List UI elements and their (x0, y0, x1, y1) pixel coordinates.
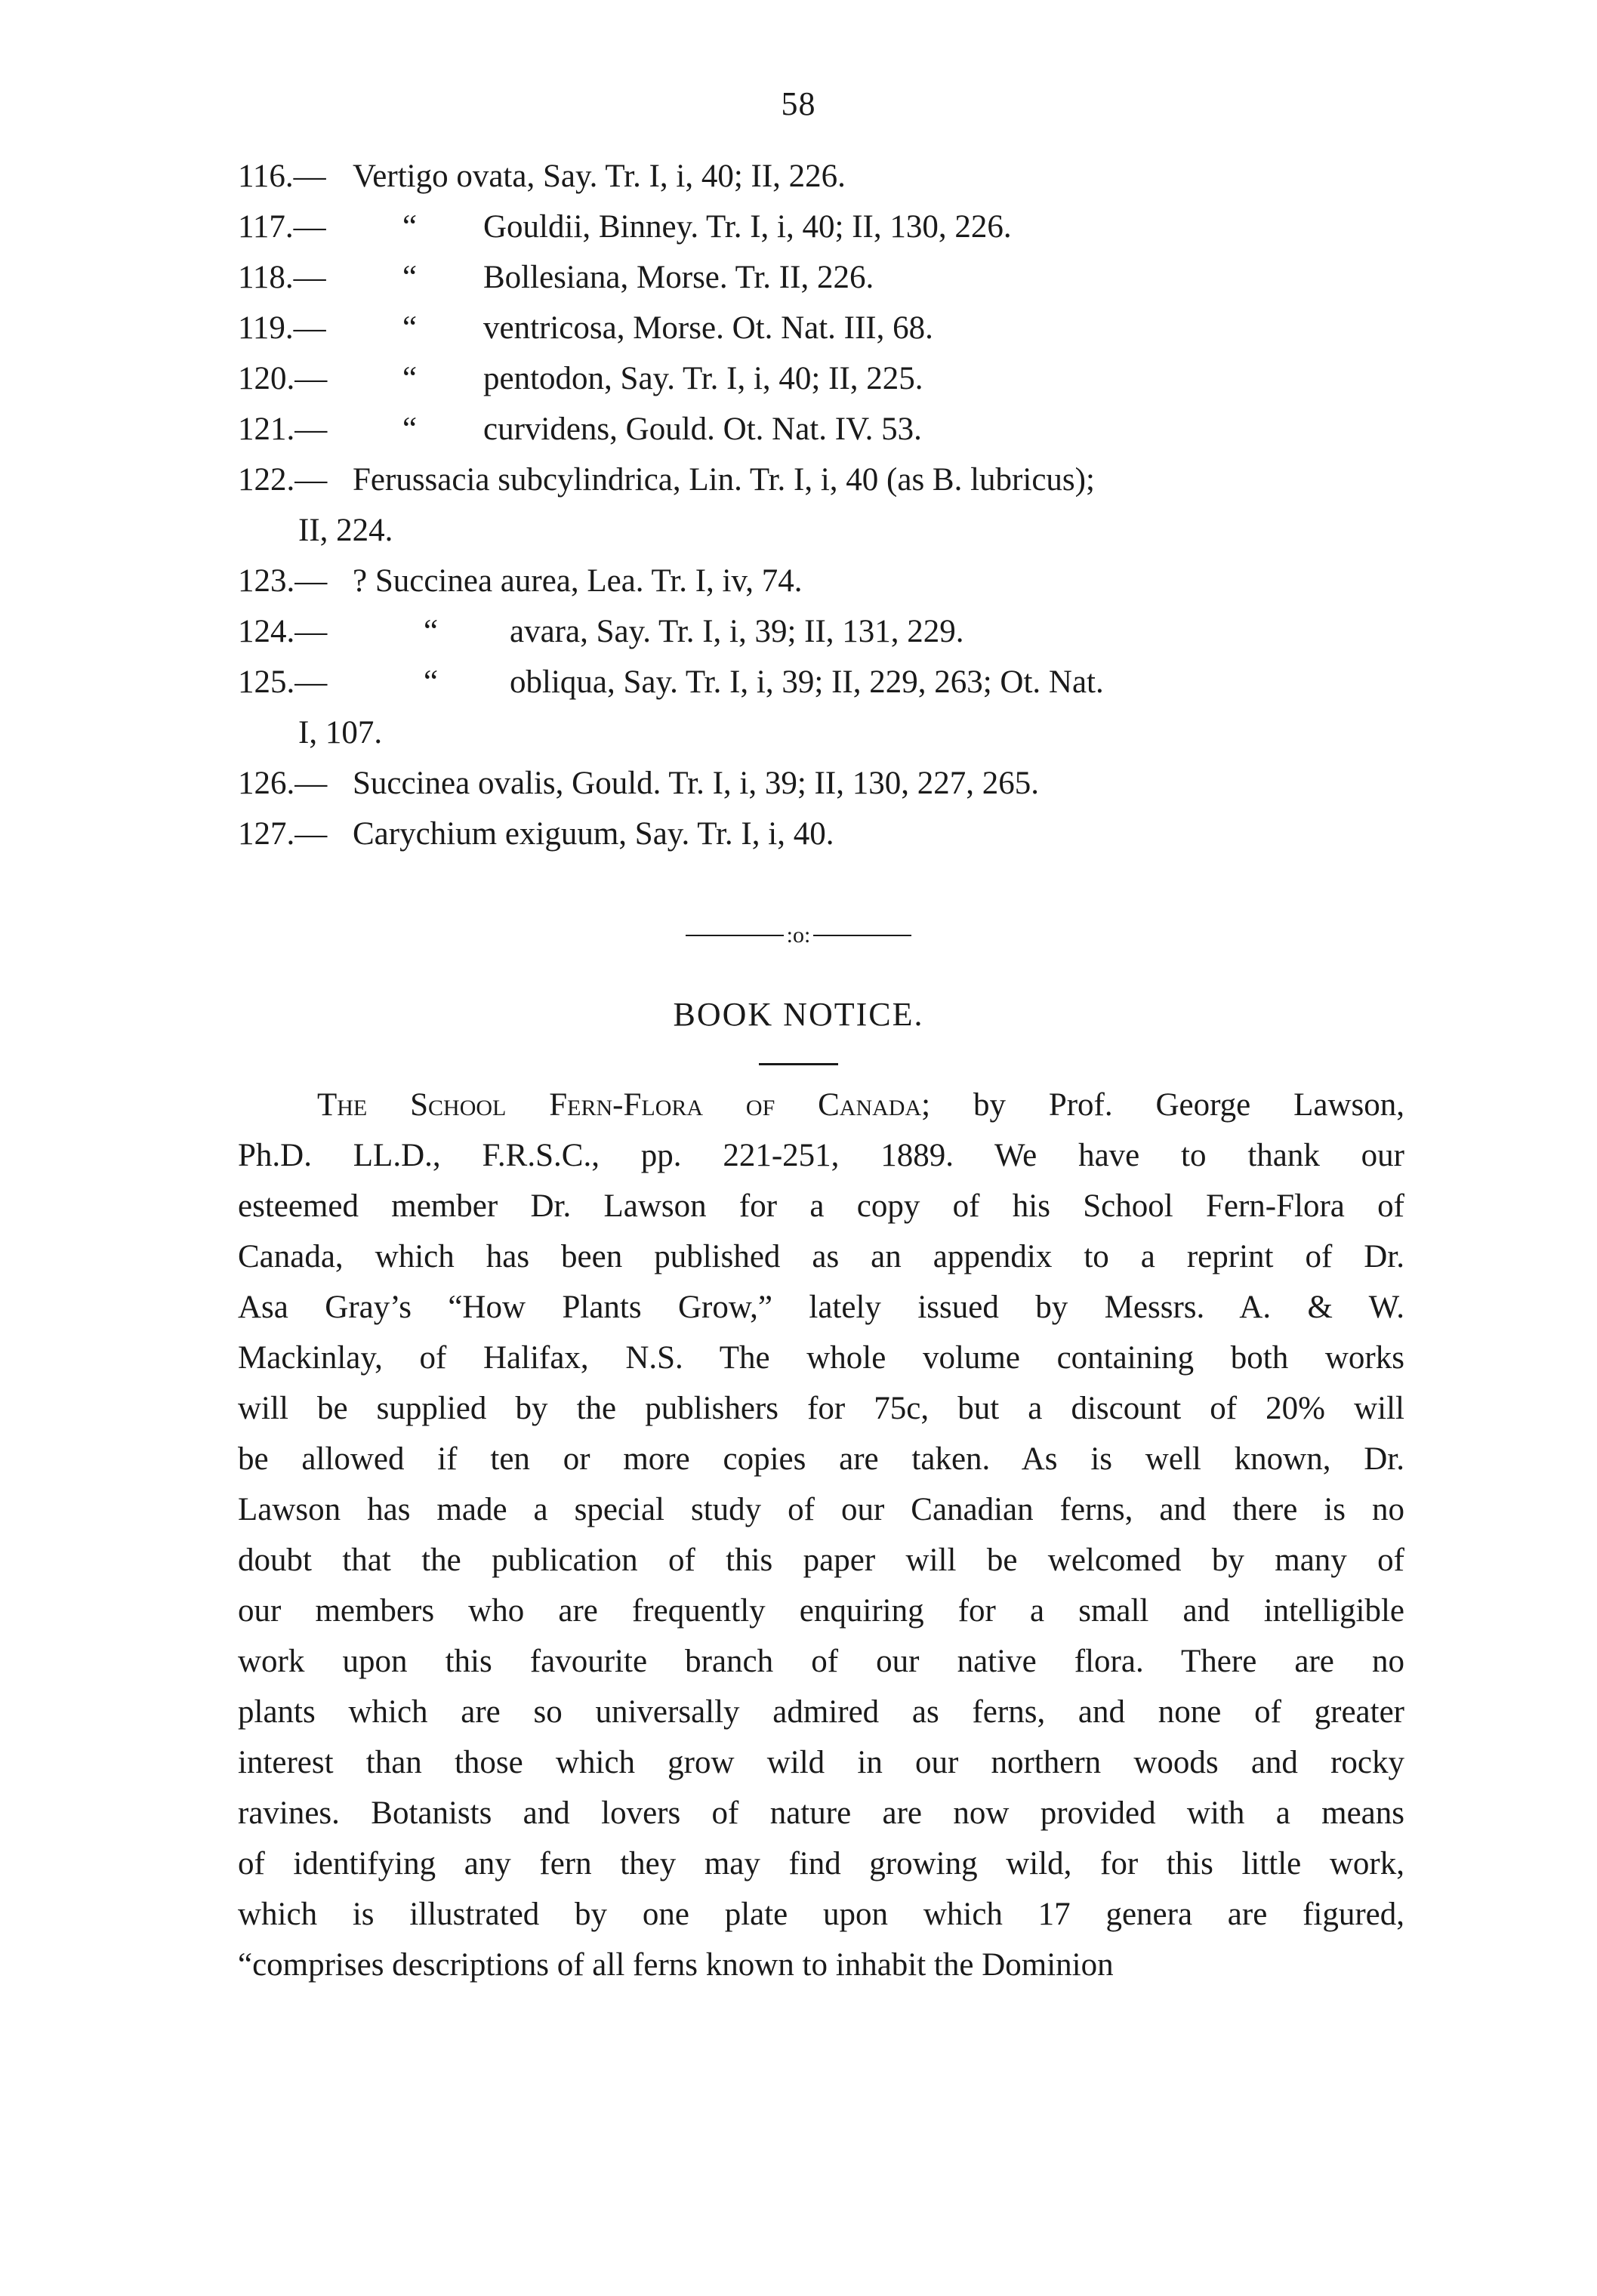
body-line: work upon this favourite branch of our native flora. There are no (238, 1644, 1404, 1679)
list-item (238, 353, 1404, 404)
ditto-mark: “ (402, 260, 418, 295)
ditto-mark: “ (424, 614, 439, 649)
species-list (238, 151, 1404, 859)
entry-number: 120.— (238, 361, 328, 396)
separator-mark: :o: (786, 923, 811, 948)
list-item (238, 202, 1404, 252)
body-line: Asa Gray’s “How Plants Grow,” lately issued by Messrs. A. & W. (238, 1290, 1404, 1325)
body-line: plants which are so universally admired as ferns, and none of greater (238, 1694, 1404, 1730)
body-line: which is illustrated by one plate upon which 17 genera are figured, (238, 1897, 1404, 1932)
entry-number: 125.— (238, 664, 328, 700)
list-item (238, 303, 1404, 353)
separator-rule-right (813, 935, 911, 936)
entry-number: 117.— (238, 209, 326, 245)
entry-number: 123.— (238, 563, 328, 599)
section-separator (0, 921, 1597, 951)
entry-number: 124.— (238, 614, 328, 649)
ditto-mark: “ (402, 411, 418, 447)
body-line: of identifying any fern they may find growing wild, for this little work, (238, 1846, 1404, 1881)
ditto-mark: “ (424, 664, 439, 700)
entry-continuation: II, 224. (298, 513, 393, 548)
body-line: Lawson has made a special study of our Canadian ferns, and there is no (238, 1492, 1404, 1527)
entry-number: 119.— (238, 310, 326, 346)
ditto-mark: “ (402, 310, 418, 346)
body-line (238, 1080, 1404, 1130)
entry-text: Ferussacia subcylindrica, Lin. Tr. I, i, 40 (as B. lubricus); (353, 462, 1095, 498)
body-line: Ph.D. LL.D., F.R.S.C., pp. 221-251, 1889. We have to thank our (238, 1138, 1404, 1173)
entry-text: Bollesiana, Morse. Tr. II, 226. (483, 260, 874, 295)
entry-text: Gouldii, Binney. Tr. I, i, 40; II, 130, 226. (483, 209, 1012, 245)
entry-number: 121.— (238, 411, 328, 447)
body-line: esteemed member Dr. Lawson for a copy of his School Fern-Flora of (238, 1188, 1404, 1224)
body-line: Mackinlay, of Halifax, N.S. The whole volume containing both works (238, 1340, 1404, 1376)
separator-rule-left (686, 935, 784, 936)
entry-number: 116.— (238, 159, 326, 194)
list-item (238, 556, 1404, 606)
entry-text: ? Succinea aurea, Lea. Tr. I, iv, 74. (353, 563, 803, 599)
entry-number: 127.— (238, 816, 328, 852)
book-title: The School Fern-Flora of Canada (317, 1087, 922, 1123)
list-item (238, 151, 1404, 202)
entry-text: Carychium exiguum, Say. Tr. I, i, 40. (353, 816, 834, 852)
body-line: our members who are frequently enquiring for a small and intelligible (238, 1593, 1404, 1629)
body-line: doubt that the publication of this paper will be welcomed by many of (238, 1542, 1404, 1578)
entry-text: Succinea ovalis, Gould. Tr. I, i, 39; II, 130, 227, 265. (353, 766, 1039, 801)
list-item (238, 809, 1404, 859)
entry-text: ventricosa, Morse. Ot. Nat. III, 68. (483, 310, 933, 346)
body-line-text: ; by Prof. George Lawson, (921, 1087, 1405, 1123)
body-line: ravines. Botanists and lovers of nature are now provided with a means (238, 1795, 1404, 1831)
body-line: be allowed if ten or more copies are taken. As is well known, Dr. (238, 1441, 1404, 1477)
title-rule (759, 1063, 838, 1065)
list-item (238, 758, 1404, 809)
ditto-mark: “ (402, 361, 418, 396)
entry-number: 126.— (238, 766, 328, 801)
entry-text: pentodon, Say. Tr. I, i, 40; II, 225. (483, 361, 923, 396)
body-line: Canada, which has been published as an appendix to a reprint of Dr. (238, 1239, 1404, 1274)
list-item (238, 657, 1404, 758)
body-line: “comprises descriptions of all ferns known to inhabit the Dominion (238, 1947, 1114, 1983)
page-number: 58 (781, 85, 816, 122)
body-line: will be supplied by the publishers for 75c, but a discount of 20% will (238, 1391, 1404, 1426)
list-item (238, 404, 1404, 455)
entry-text: curvidens, Gould. Ot. Nat. IV. 53. (483, 411, 922, 447)
body-line: interest than those which grow wild in our northern woods and rocky (238, 1745, 1404, 1780)
entry-number: 122.— (238, 462, 328, 498)
list-item (238, 252, 1404, 303)
entry-number: 118.— (238, 260, 326, 295)
entry-text: obliqua, Say. Tr. I, i, 39; II, 229, 263; Ot. Nat. (510, 664, 1104, 700)
list-item (238, 455, 1404, 556)
book-notice-body (238, 1080, 1404, 1990)
entry-continuation: I, 107. (298, 715, 383, 750)
list-item (238, 606, 1404, 657)
ditto-mark: “ (402, 209, 418, 245)
entry-text: Vertigo ovata, Say. Tr. I, i, 40; II, 226. (353, 159, 846, 194)
entry-text: avara, Say. Tr. I, i, 39; II, 131, 229. (510, 614, 964, 649)
section-title: BOOK NOTICE. (673, 996, 924, 1033)
